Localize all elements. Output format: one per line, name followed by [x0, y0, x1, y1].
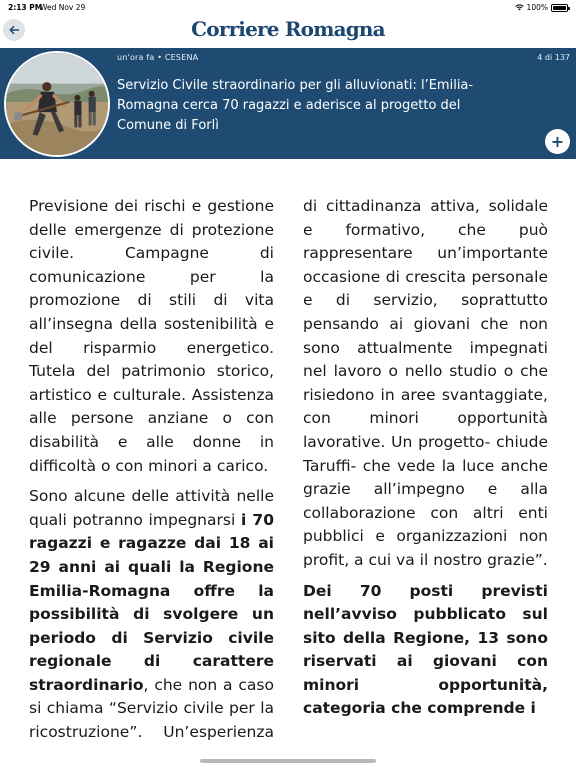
status-date: Wed Nov 29	[40, 3, 86, 12]
wifi-icon	[515, 4, 524, 11]
battery-percent: 100%	[526, 3, 548, 12]
article-counter: 4 di 137	[537, 53, 570, 62]
article-headline: Servizio Civile straordinario per gli alluvionati: l’Emilia-Romagna cerca 70 ragazzi e aderisce al progetto del Comune di Forlì	[117, 78, 474, 133]
article-banner[interactable]	[0, 48, 576, 159]
home-indicator[interactable]	[200, 759, 376, 763]
plus-icon: +	[550, 131, 565, 151]
status-bar	[0, 0, 576, 14]
article-meta: un'ora fa • CESENA	[117, 53, 199, 62]
article-body	[29, 195, 548, 755]
article-thumbnail	[4, 51, 110, 157]
battery-fill	[553, 6, 566, 10]
article-paragraph	[29, 195, 274, 478]
brand-logo: Corriere Romagna	[191, 17, 385, 41]
top-bar	[0, 14, 576, 48]
add-button[interactable]	[545, 129, 570, 154]
paragraph-bold-text: Dei 70 posti previsti nell’avviso pubblicato sul sito della Regione, 13 sono riservati ai giovani con minori opportunità, categoria che comprende i	[303, 581, 548, 718]
battery-icon	[551, 4, 568, 12]
article-paragraph	[303, 580, 548, 722]
paragraph-text: Sono alcune delle attività nelle quali potranno impegnarsi	[29, 487, 274, 529]
status-right	[515, 3, 568, 12]
paragraph-bold-text: i 70 ragazzi e ragazze dai 18 ai 29 anni ai quali la Regione Emilia-Romagna offre la possibilità di svolgere un periodo di Servizio civile regionale di carattere straordinario	[29, 510, 274, 694]
paragraph-text: Previsione dei rischi e gestione delle emergenze di protezione civile. Campagne di comunicazione per la promozione di stili di vita all’insegna della sostenibilità e del risparmio energetico. Tutela del patrimonio storico, artistico e culturale. Assistenza alle persone anziane o con disabilità e alle donne in difficoltà o con minori a carico.	[29, 197, 274, 475]
paragraph-text: , che non a caso si chiama “Servizio civile per la ricostruzione”. Un’esperienza di cittadinanza attiva, solidale e formativo, che può rappresentare un’importante occasione di crescita personale e di servizio, soprattutto pensando ai giovani che non sono attualmente impegnati nel lavoro o nello studio o che risiedono in aree svantaggiate, con minori opportunità lavorative. Un progetto- chiude Taruffi- che vede la luce anche grazie all’impegno e alla collaborazione con altri enti pubblici e organizzazioni non profit, a cui va il nostro grazie”.	[29, 197, 548, 742]
status-time: 2:13 PM	[8, 3, 43, 12]
